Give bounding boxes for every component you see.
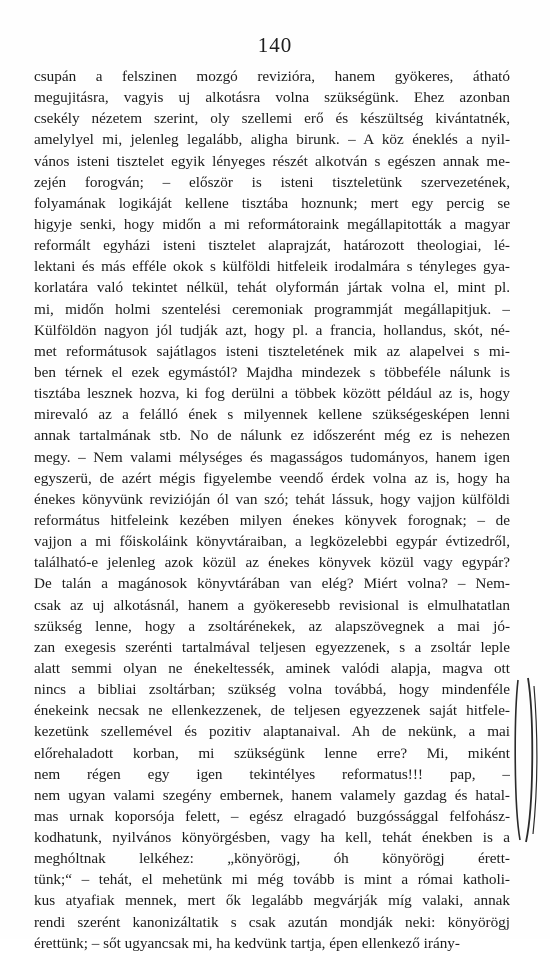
text-line: zan exegesis szerénti tartalmával teljesen egyezzenek, s a zsoltár leple xyxy=(34,638,510,656)
text-line: tisztába lesznek hozva, ki fog derülni a többek között például az is, hogy xyxy=(34,385,510,403)
text-line: református hitfeleink kezében milyen énekes könyvek forognak; – de xyxy=(34,511,510,529)
text-line: ben térnek el ezek egymástól? Majdha mindezek s többeféle nálunk is xyxy=(34,363,510,381)
text-line: alatt semmi olyan ne énekeltessék, aminek valódi alapja, magva ott xyxy=(34,659,510,677)
text-line: zején forogván; – először is isteni tiszteletünk szervezetének, xyxy=(34,173,510,191)
margin-bracket-mark xyxy=(512,676,540,844)
text-line: szükség lenne, hogy a zsoltárénekek, az alapszövegnek a mai jó- xyxy=(34,617,510,635)
text-line: kodhatunk, nyilvános könyörgésben, vagy ha kell, tehát énekben is a xyxy=(34,829,510,847)
text-line: reformált egyházi isteni tisztelet alaprajzát, határozott theologiai, lé- xyxy=(34,237,510,255)
text-line: kus atyafiak mennek, mert ők legalább megvárják míg valaki, annak xyxy=(34,892,510,910)
text-line: megy. – Nem valami mélységes és magasságos tudományos, hanem igen xyxy=(34,448,510,466)
text-line: met reformátusok sajátlagos isteni tiszteletének mik az alapelvei s mi- xyxy=(34,342,510,360)
text-line: lektani és más efféle okok s külföldi hitfeleik irodalmára s tényleges gya- xyxy=(34,258,510,276)
text-line: higyje senki, hogy midőn a mi reformátoraink megállapitották a magyar xyxy=(34,215,510,233)
text-line: meghóltnak lelkéhez: „könyörögj, óh könyörögj érett- xyxy=(34,850,510,868)
text-line: énekes könyvünk revizióján ól van szó; tehát lássuk, hogy vajjon külföldi xyxy=(34,490,510,508)
text-line: nem ugyan valami szegény embernek, hanem valamely gazdag és hatal- xyxy=(34,786,510,804)
text-line: csupán a felszinen mozgó revizióra, hanem gyökeres, átható xyxy=(34,68,510,85)
text-line: megujitásra, vagyis uj alkotásra volna szükségünk. Ehez azonban xyxy=(34,89,510,107)
text-line: kezetünk szellemével és pozitiv alaptanaival. Ah de nekünk, a mai xyxy=(34,723,510,741)
text-line: amelylyel mi, jelenleg legalább, aligha birunk. – A köz éneklés a nyil- xyxy=(34,131,510,149)
text-line: nincs a bibliai zsoltárban; szükség volna továbbá, hogy mindenféle xyxy=(34,681,510,699)
text-line: mirevaló az a felálló ének s milyennek kellene szükségesképen lenni xyxy=(34,406,510,424)
text-line: csekély nézetem szerint, oly szellemi erő és készültség kivántatnék, xyxy=(34,110,510,128)
text-line: található-e jelenleg azok közül az énekes könyvek közül vagy egypár? xyxy=(34,554,510,572)
text-line: mi, midőn holmi szentelési ceremoniak programmját megállapitjuk. – xyxy=(34,300,510,318)
text-line: annak tartalmának stb. No de nálunk ez időszerént még ez is nehezen xyxy=(34,427,510,445)
text-line: csak az uj alkotásnál, hanem a gyökeresebb revisional is elmulhatatlan xyxy=(34,596,510,614)
text-line: folyamának logikáját kellene tisztába hoznunk; mert egy percig se xyxy=(34,194,510,212)
text-line: egyszerü, de azért mégis figyelembe veendő érdek volna az is, hogy ha xyxy=(34,469,510,487)
text-line: Külföldön nagyon jól tudják azt, hogy pl. a francia, hollandus, skót, né- xyxy=(34,321,510,339)
body-text xyxy=(34,66,510,954)
text-line: vános isteni tisztelet egyik lényeges részét alkotván s egészen annak me- xyxy=(34,152,510,170)
text-line: mas urnak koporsója felett, – egész elragadó buzgóssággal felfohász- xyxy=(34,807,510,825)
text-line: korlatára való tekintet nélkül, tehát olyformán jártak volna el, mint pl. xyxy=(34,279,510,297)
text-line: vajjon a mi főiskoláink könyvtáraiban, a legközelebbi egypár évtizedről, xyxy=(34,533,510,551)
text-line: rendi szerént kanonizáltatik s csak azután mondják neki: könyörögj xyxy=(34,913,510,931)
page-number: 140 xyxy=(257,33,293,57)
text-line: De talán a magánosok könyvtárában van elég? Miért volna? – Nem- xyxy=(34,575,510,593)
text-line: érettünk; – sőt ugyancsak mi, ha kedvünk tartja, épen ellenkező irány- xyxy=(34,934,460,952)
text-line: tünk;“ – tehát, el mehetünk mi még tovább is mint a római katholi- xyxy=(34,871,510,889)
text-line: előrehaladott korban, mi szükségünk lenne erre? Mi, miként xyxy=(34,744,510,762)
text-line: nem régen egy igen tekintélyes reformatus!!! pap, – xyxy=(34,765,510,783)
text-line: énekeink necsak ne ellenkezzenek, de teljesen egyezzenek saját hitfele- xyxy=(34,702,510,720)
